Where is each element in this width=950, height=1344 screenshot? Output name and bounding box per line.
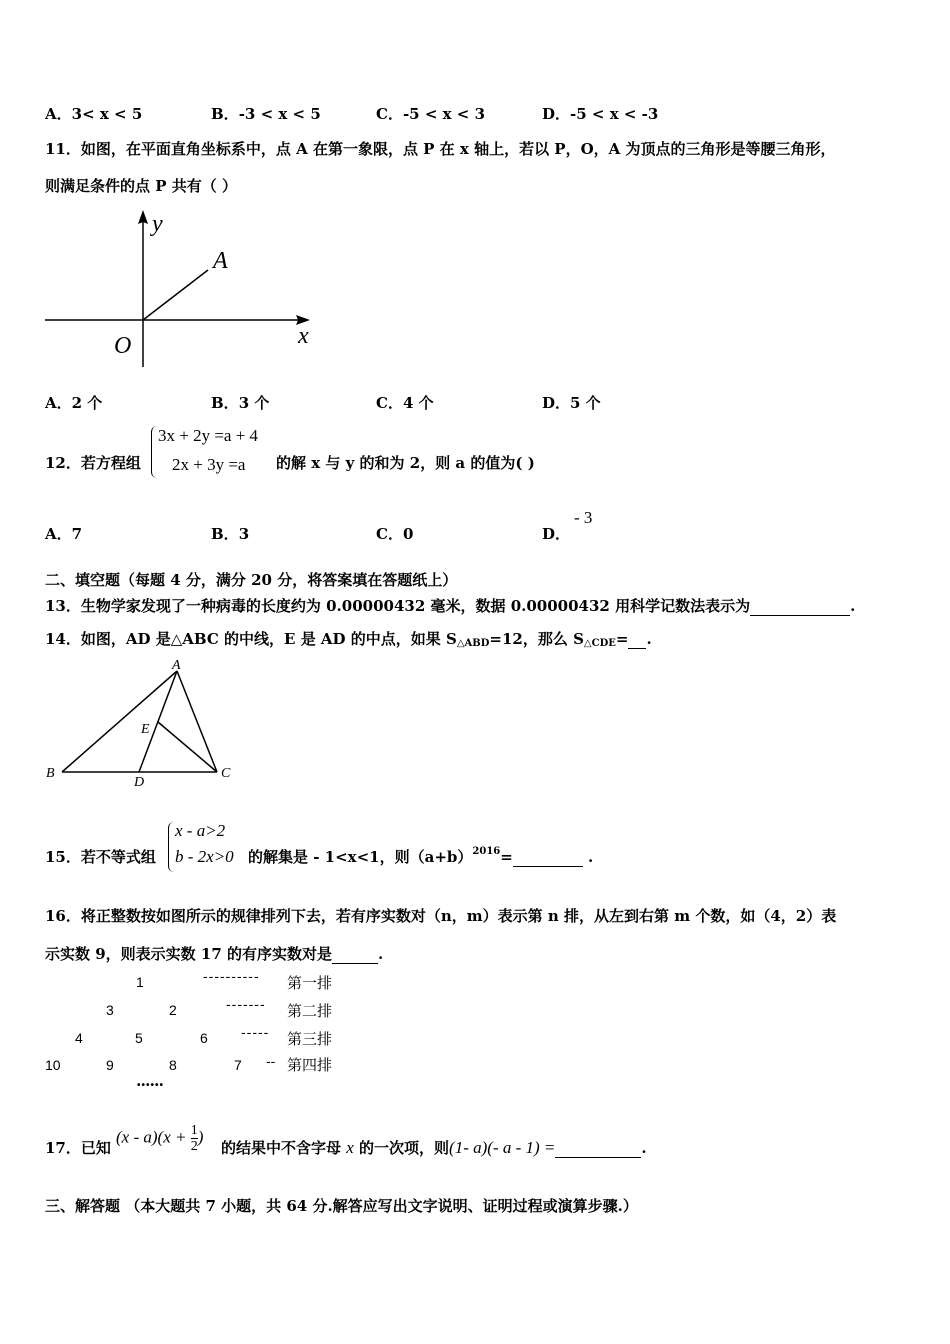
row2-label: 第二排 bbox=[287, 1003, 333, 1020]
q12-prefix: 12．若方程组 bbox=[45, 454, 141, 472]
row4-num-2: 9 bbox=[106, 1057, 114, 1073]
q10-option-a: A．3< x < 5 bbox=[45, 105, 143, 123]
row4-label: 第四排 bbox=[287, 1057, 333, 1074]
q11-option-c: C．4 个 bbox=[376, 394, 434, 412]
segment-ec bbox=[158, 722, 217, 772]
q15-inequality-1: x - a>2 bbox=[175, 821, 226, 840]
q12-option-d-value: - 3 bbox=[574, 508, 593, 527]
segment-oa bbox=[143, 270, 208, 320]
row1-label: 第一排 bbox=[287, 975, 333, 992]
q17-expression: (x - a)(x + $\frac{1}{2}$ ) bbox=[116, 1123, 204, 1154]
q17-fraction: $\frac{1}{2}$ bbox=[190, 1123, 198, 1154]
q11-option-b: B．3 个 bbox=[211, 394, 270, 412]
row3-dashes: ----- bbox=[241, 1024, 270, 1040]
point-a-label: A bbox=[213, 248, 228, 274]
label-e: E bbox=[141, 722, 150, 737]
q11-coordinate-figure bbox=[40, 205, 330, 375]
q12-option-c: C．0 bbox=[376, 525, 414, 543]
q17-stem: 的结果中不含字母 x 的一次项，则(1- a)(- a - 1) = . bbox=[221, 1138, 647, 1157]
pattern-ellipsis: •••••• bbox=[137, 1080, 165, 1091]
row4-num-3: 8 bbox=[169, 1057, 177, 1073]
row3-label: 第三排 bbox=[287, 1031, 333, 1048]
q12-option-a: A．7 bbox=[45, 525, 83, 543]
q12-brace bbox=[151, 426, 158, 478]
q14-stem: 14．如图，AD 是△ABC 的中线，E 是 AD 的中点，如果 $S_{\triangle ABD}=12$，那么 $S_{\triangle CDE}=$ . bbox=[45, 630, 652, 649]
row4-num-1: 10 bbox=[45, 1057, 61, 1073]
label-b: B bbox=[46, 766, 55, 781]
q12-suffix: 的解 x 与 y 的和为 2，则 a 的值为( ) bbox=[276, 454, 535, 472]
q14-triangle-figure bbox=[40, 655, 250, 790]
q15-stem: 的解集是 - 1<x<1，则$(a+b)^{2016}=$ . bbox=[248, 846, 594, 866]
row4-dashes: -- bbox=[266, 1053, 276, 1069]
q11-option-a: A．2 个 bbox=[45, 394, 103, 412]
side-ac bbox=[177, 671, 217, 772]
q12-equation-2: 2x + 3y =a bbox=[172, 455, 246, 474]
q13-answer-blank[interactable] bbox=[750, 601, 850, 616]
y-label: y bbox=[152, 211, 163, 237]
origin-label: O bbox=[114, 333, 132, 359]
q17-prefix: 17．已知 bbox=[45, 1139, 111, 1157]
row3-num-2: 5 bbox=[135, 1030, 143, 1046]
label-c: C bbox=[221, 766, 231, 781]
row1-num-1: 1 bbox=[136, 974, 144, 990]
q10-option-b: B．-3 < x < 5 bbox=[211, 105, 321, 123]
q13-stem: 13．生物学家发现了一种病毒的长度约为 0.00000432 毫米，数据 0.00000432 用科学记数法表示为 . bbox=[45, 597, 856, 615]
section-3-heading: 三、解答题 （本大题共 7 小题，共 64 分.解答应写出文字说明、证明过程或演算步骤.） bbox=[45, 1197, 638, 1215]
q10-option-d: D．-5 < x < -3 bbox=[542, 105, 659, 123]
q17-answer-blank[interactable] bbox=[555, 1143, 641, 1158]
q12-equation-1: 3x + 2y =a + 4 bbox=[158, 426, 259, 445]
q15-brace bbox=[168, 822, 175, 872]
q16-stem-line2: 示实数 9，则表示实数 17 的有序实数对是 . bbox=[45, 945, 384, 963]
label-a: A bbox=[172, 658, 181, 673]
row3-num-1: 4 bbox=[75, 1030, 83, 1046]
row2-num-2: 2 bbox=[169, 1002, 177, 1018]
row4-num-4: 7 bbox=[234, 1057, 242, 1073]
q11-stem-line1: 11．如图，在平面直角坐标系中，点 A 在第一象限，点 P 在 x 轴上，若以 P，O，A 为顶点的三角形是等腰三角形， bbox=[45, 140, 836, 158]
label-d: D bbox=[134, 775, 145, 790]
x-label: x bbox=[298, 323, 309, 349]
row3-num-3: 6 bbox=[200, 1030, 208, 1046]
row2-dashes: ------- bbox=[226, 996, 266, 1012]
row1-dashes: ---------- bbox=[203, 968, 260, 984]
q14-answer-blank[interactable] bbox=[628, 634, 646, 649]
q11-stem-line2: 则满足条件的点 P 共有（ ） bbox=[45, 177, 237, 195]
section-2-title: 二、填空题（每题 4 分，满分 20 分，将答案填在答题纸上） bbox=[45, 571, 458, 589]
q15-inequality-2: b - 2x>0 bbox=[175, 847, 234, 866]
q11-option-d: D．5 个 bbox=[542, 394, 601, 412]
y-axis-arrow bbox=[138, 210, 148, 224]
q12-option-d-letter: D． bbox=[542, 525, 571, 543]
q15-answer-blank[interactable] bbox=[513, 852, 583, 867]
side-ab bbox=[62, 671, 177, 772]
q10-option-c: C．-5 < x < 3 bbox=[376, 105, 486, 123]
row2-num-1: 3 bbox=[106, 1002, 114, 1018]
q16-stem-line1: 16．将正整数按如图所示的规律排列下去，若有序实数对（n，m）表示第 n 排，从左到右第 m 个数，如（4，2）表 bbox=[45, 907, 837, 925]
q15-prefix: 15．若不等式组 bbox=[45, 848, 156, 866]
q12-option-b: B．3 bbox=[211, 525, 250, 543]
q16-answer-blank[interactable] bbox=[332, 949, 378, 964]
